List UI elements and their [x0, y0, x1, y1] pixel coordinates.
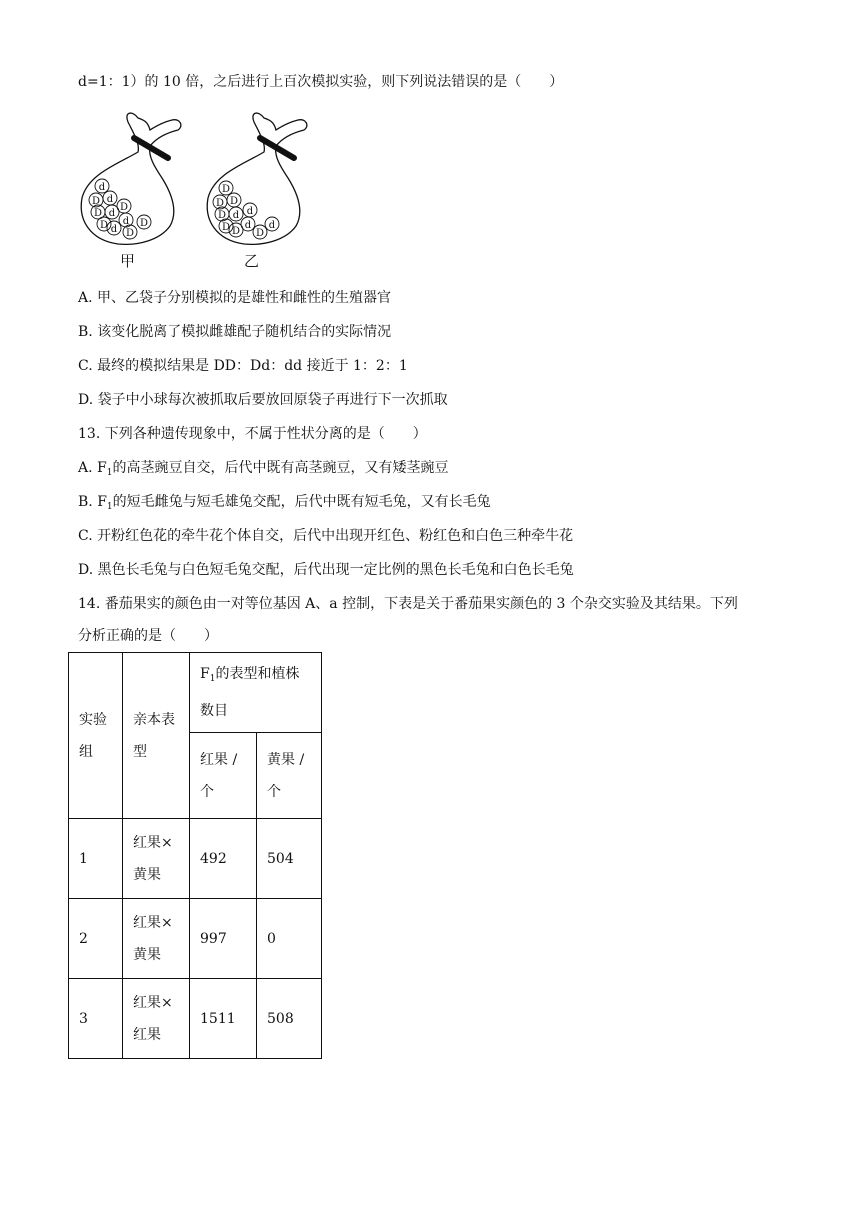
ball-letter: D — [119, 202, 129, 213]
ball-letter: D — [93, 208, 103, 219]
q13-option-a: A. $F_1$的高茎豌豆自交，后代中既有高茎豌豆，又有矮茎豌豆 — [78, 460, 449, 478]
bag-label-jia: 甲 — [120, 252, 136, 270]
bags-illustration — [78, 108, 318, 273]
q14-stem-line2: 分析正确的是（ ） — [78, 628, 218, 644]
ball-letter: d — [98, 182, 106, 193]
cell-parent: 红果× 红果 — [123, 979, 190, 1059]
cell-red: 997 — [190, 899, 257, 979]
bag-figure — [78, 108, 318, 277]
q14-stem-line1: 14. 番茄果实的颜色由一对等位基因 A、a 控制，下表是关于番茄果实颜色的 3 个杂交实验及其结果。下列 — [78, 596, 738, 612]
q12-option-b: B. 该变化脱离了模拟雌雄配子随机结合的实际情况 — [78, 324, 392, 340]
ball-letter: D — [255, 228, 265, 239]
cell-parent: 红果× 黄果 — [123, 819, 190, 899]
ball-letter: d — [246, 206, 254, 217]
bag-label-yi: 乙 — [244, 252, 260, 270]
header-parent: 亲本表 型 — [123, 653, 190, 819]
intro-line: d=1：1）的 10 倍，之后进行上百次模拟实验，则下列说法错误的是（ ） — [78, 74, 564, 90]
cell-group: 3 — [69, 979, 123, 1059]
ball-letter: d — [122, 216, 130, 227]
q13-option-c: C. 开粉红色花的牵牛花个体自交，后代中出现开红色、粉红色和白色三种牵牛花 — [78, 528, 574, 544]
ball-letter: d — [106, 194, 114, 205]
ball-letter: d — [232, 210, 240, 221]
ball-letter: D — [217, 210, 227, 221]
q12-option-c: C. 最终的模拟结果是 DD：Dd：dd 接近于 1：2：1 — [78, 358, 408, 374]
ball-letter: d — [244, 220, 252, 231]
cell-yellow: 504 — [257, 819, 322, 899]
ball-letter: d — [110, 224, 118, 235]
cell-group: 2 — [69, 899, 123, 979]
header-f1: $F_1$的表型和植株 数目 — [190, 653, 322, 733]
ball-letter: D — [139, 218, 149, 229]
ball-letter: D — [91, 196, 101, 207]
ball-letter: D — [221, 222, 231, 233]
ball-letter: d — [108, 208, 116, 219]
ball-letter: D — [221, 184, 231, 195]
q13-option-d: D. 黑色长毛兔与白色短毛兔交配，后代出现一定比例的黑色长毛兔和白色长毛兔 — [78, 562, 574, 578]
ball-letter: D — [231, 226, 241, 237]
experiment-table — [68, 652, 322, 1059]
ball-letter: D — [229, 196, 239, 207]
q13-option-b: B. $F_1$的短毛雌兔与短毛雄兔交配，后代中既有短毛兔，又有长毛兔 — [78, 494, 491, 512]
table-row — [69, 899, 322, 979]
header-red: 红果 / 个 — [190, 733, 257, 819]
cell-red: 1511 — [190, 979, 257, 1059]
q13-stem: 13. 下列各种遗传现象中，不属于性状分离的是（ ） — [78, 426, 427, 442]
ball-letter: D — [215, 198, 225, 209]
cell-yellow: 508 — [257, 979, 322, 1059]
header-yellow: 黄果 / 个 — [257, 733, 322, 819]
ball-letter: D — [125, 228, 135, 239]
cell-group: 1 — [69, 819, 123, 899]
cell-parent: 红果× 黄果 — [123, 899, 190, 979]
cell-yellow: 0 — [257, 899, 322, 979]
table-row — [69, 819, 322, 899]
cell-red: 492 — [190, 819, 257, 899]
table-row — [69, 979, 322, 1059]
header-group: 实验 组 — [69, 653, 123, 819]
ball-letter: D — [99, 220, 109, 231]
q12-option-a: A. 甲、乙袋子分别模拟的是雄性和雌性的生殖器官 — [78, 290, 392, 306]
ball-letter: d — [268, 220, 276, 231]
q12-option-d: D. 袋子中小球每次被抓取后要放回原袋子再进行下一次抓取 — [78, 392, 448, 408]
